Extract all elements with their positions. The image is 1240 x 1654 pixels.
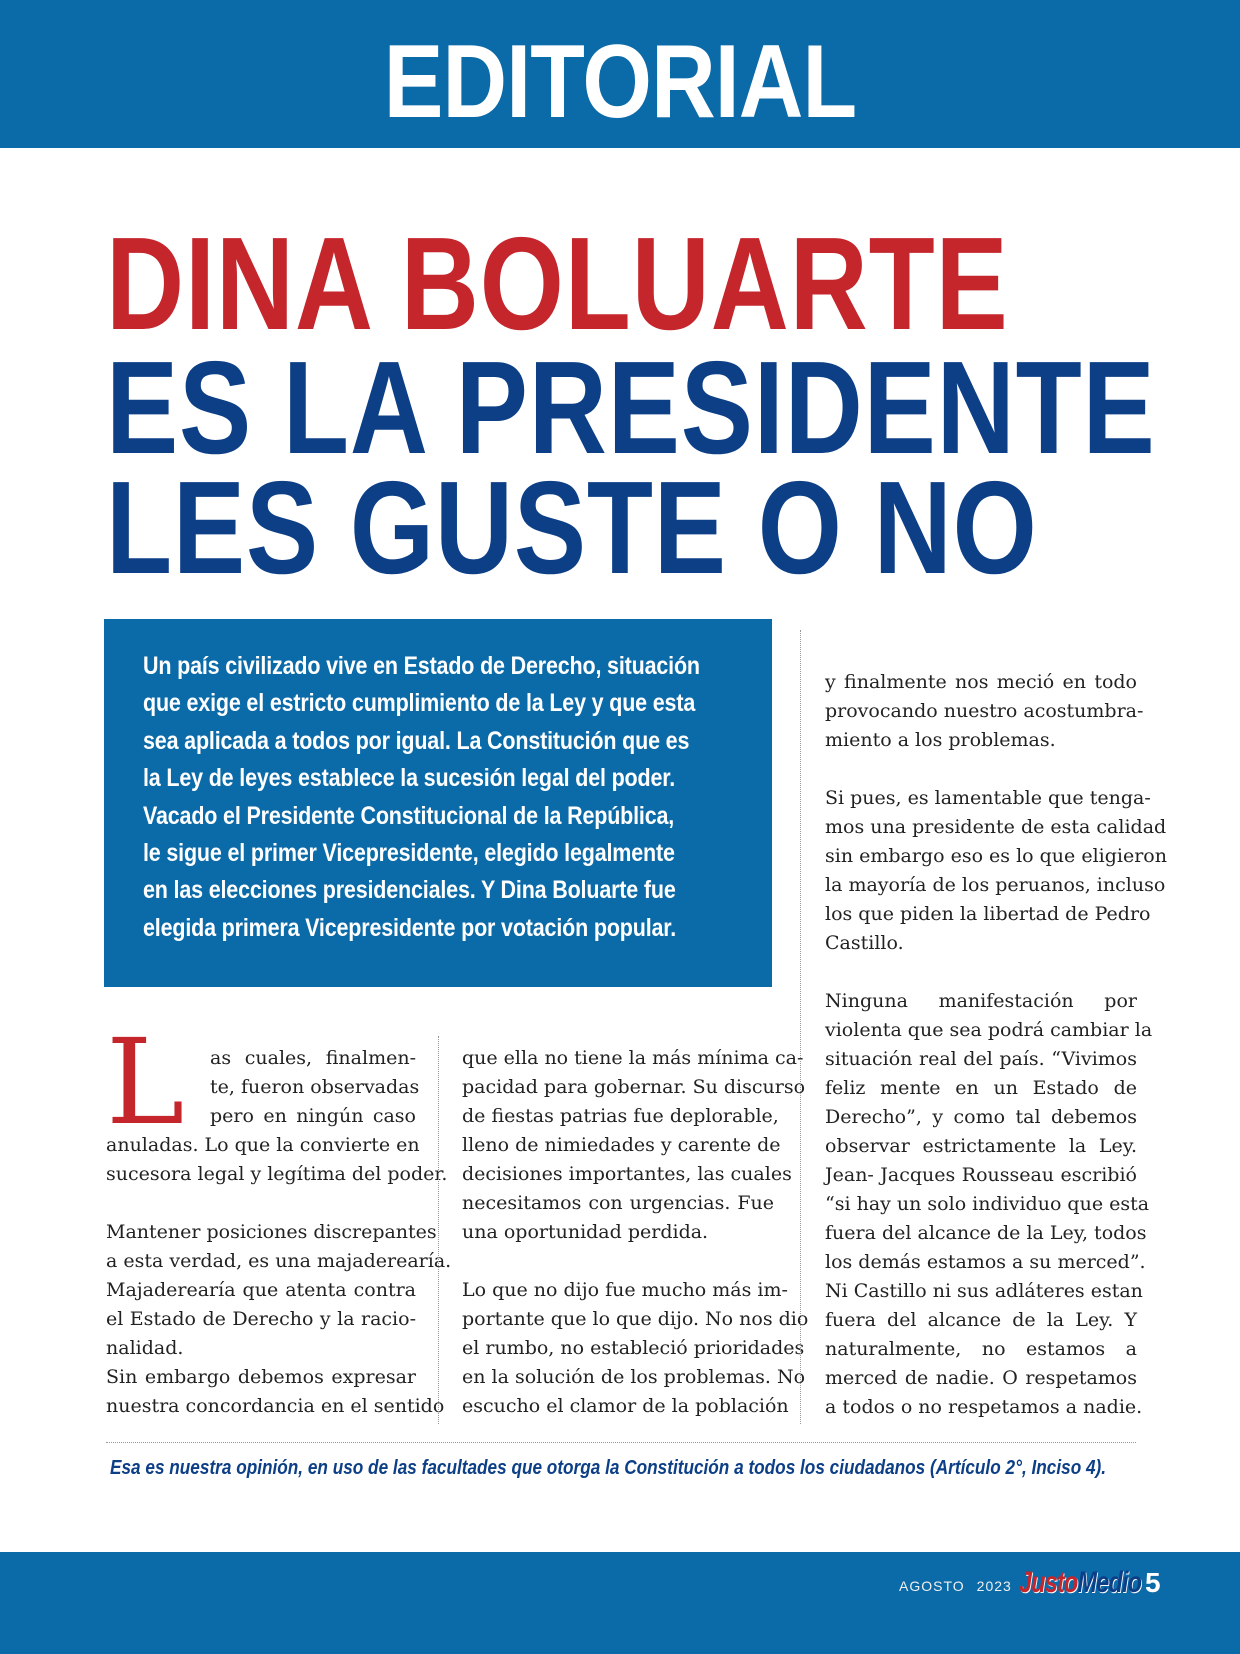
- body-column-2: [462, 1044, 809, 1421]
- lead-line: que exige el estricto cumplimiento de la Ley y que esta: [143, 689, 696, 718]
- body-line: provocando nuestro acostumbra-: [825, 700, 1144, 722]
- body-line: Derecho”, y como tal debemos: [825, 1106, 1137, 1128]
- paragraph-gap: [825, 958, 1137, 987]
- lead-line: Vacado el Presidente Constitucional de la República,: [143, 801, 675, 830]
- column-divider: [800, 630, 801, 1424]
- issue-year: 2023: [976, 1578, 1012, 1594]
- lead-paragraph: [143, 648, 745, 947]
- body-line: la mayoría de los peruanos, incluso: [825, 874, 1166, 896]
- body-line: Jean- Jacques Rousseau escribió: [825, 1164, 1137, 1186]
- headline-line-3: LES GUSTE O NO: [106, 454, 1038, 601]
- logo-part-1: Justo: [1019, 1566, 1078, 1599]
- body-line: el rumbo, no estableció prioridades: [462, 1337, 805, 1359]
- body-line: merced de nadie. O respetamos: [825, 1367, 1137, 1389]
- body-line: pacidad para gobernar. Su discurso: [462, 1076, 806, 1098]
- column-divider: [438, 1036, 439, 1424]
- body-line: fuera del alcance de la Ley, todos: [825, 1222, 1147, 1244]
- issue-date: [899, 1576, 1024, 1596]
- footer-divider: [106, 1442, 1136, 1443]
- body-line: nalidad.: [106, 1337, 184, 1359]
- body-line: Si pues, es lamentable que tenga-: [825, 787, 1151, 809]
- body-line: Ninguna manifestación por: [825, 990, 1137, 1012]
- body-line: y finalmente nos meció en todo: [825, 671, 1137, 693]
- body-column-1: [106, 1044, 452, 1421]
- body-line: a todos o no respetamos a nadie.: [825, 1396, 1143, 1418]
- logo-part-2: Medio: [1077, 1566, 1142, 1599]
- body-line: Sin embargo debemos expresar: [106, 1366, 416, 1388]
- body-line: los que piden la libertad de Pedro: [825, 903, 1151, 925]
- lead-line: le sigue el primer Vicepresidente, elegido legalmente: [143, 839, 675, 868]
- body-line: a esta verdad, es una majaderearía.: [106, 1250, 452, 1272]
- lead-line: la Ley de leyes establece la sucesión legal del poder.: [143, 764, 676, 793]
- section-title: EDITORIAL: [383, 24, 857, 140]
- paragraph-gap: [462, 1247, 774, 1276]
- issue-month: AGOSTO: [899, 1578, 965, 1594]
- body-line: que ella no tiene la más mínima ca-: [462, 1047, 804, 1069]
- lead-line: Un país civilizado vive en Estado de Derecho, situación: [143, 652, 700, 680]
- body-line: lleno de nimiedades y carente de: [462, 1134, 781, 1156]
- body-line: sin embargo eso es lo que eligieron: [825, 845, 1167, 867]
- body-line: necesitamos con urgencias. Fue: [462, 1192, 774, 1214]
- body-line: observar estrictamente la Ley.: [825, 1135, 1137, 1157]
- body-line: nuestra concordancia en el sentido: [106, 1395, 445, 1417]
- body-line: feliz mente en un Estado de: [825, 1077, 1137, 1099]
- body-line: anuladas. Lo que la convierte en: [106, 1134, 420, 1156]
- body-line: una oportunidad perdida.: [462, 1221, 709, 1243]
- body-line: decisiones importantes, las cuales: [462, 1163, 792, 1185]
- body-line: miento a los problemas.: [825, 729, 1056, 751]
- paragraph-gap: [106, 1189, 416, 1218]
- closing-statement: Esa es nuestra opinión, en uso de las facultades que otorga la Constitución a todos los ciudadanos (Artículo 2°, Inciso 4).: [110, 1457, 1107, 1479]
- body-line: Mantener posiciones discrepantes: [106, 1221, 437, 1243]
- lead-line: elegida primera Vicepresidente por votación popular.: [143, 913, 677, 942]
- body-line: Ni Castillo ni sus adláteres estan: [825, 1280, 1143, 1302]
- body-line: los demás estamos a su merced”.: [825, 1251, 1146, 1273]
- body-line: pero en ningún caso: [210, 1105, 416, 1127]
- page-number: 5: [1145, 1567, 1161, 1598]
- paragraph-gap: [825, 755, 1137, 784]
- body-line: violenta que sea podrá cambiar la: [825, 1019, 1153, 1041]
- headline-line-1: DINA BOLUARTE: [106, 210, 1009, 357]
- body-line: Majaderearía que atenta contra: [106, 1279, 416, 1301]
- publication-logo: [1019, 1565, 1141, 1601]
- body-line: naturalmente, no estamos a: [825, 1338, 1137, 1360]
- body-line: en la solución de los problemas. No: [462, 1366, 806, 1388]
- body-line: mos una presidente de esta calidad: [825, 816, 1167, 838]
- drop-cap: L: [106, 1013, 185, 1151]
- body-line: Castillo.: [825, 932, 904, 954]
- body-line: situación real del país. “Vivimos: [825, 1048, 1137, 1070]
- body-line: sucesora legal y legítima del poder.: [106, 1163, 448, 1185]
- body-line: fuera del alcance de la Ley. Y: [825, 1309, 1137, 1331]
- body-line: el Estado de Derecho y la racio-: [106, 1308, 416, 1330]
- headline-line-2: ES LA PRESIDENTE: [106, 334, 1156, 481]
- body-line: de fiestas patrias fue deplorable,: [462, 1105, 779, 1127]
- lead-line: en las elecciones presidenciales. Y Dina Boluarte fue: [143, 876, 676, 905]
- lead-line: sea aplicada a todos por igual. La Constitución que es: [143, 726, 690, 755]
- body-line: as cuales, finalmen-: [210, 1047, 416, 1069]
- body-line: escucho el clamor de la población: [462, 1395, 789, 1417]
- body-line: “si hay un solo individuo que esta: [825, 1193, 1150, 1215]
- body-line: portante que lo que dijo. No nos dio: [462, 1308, 809, 1330]
- body-column-3: [825, 668, 1167, 1422]
- body-line: Lo que no dijo fue mucho más im-: [462, 1279, 788, 1301]
- body-line: te, fueron observadas: [210, 1076, 420, 1098]
